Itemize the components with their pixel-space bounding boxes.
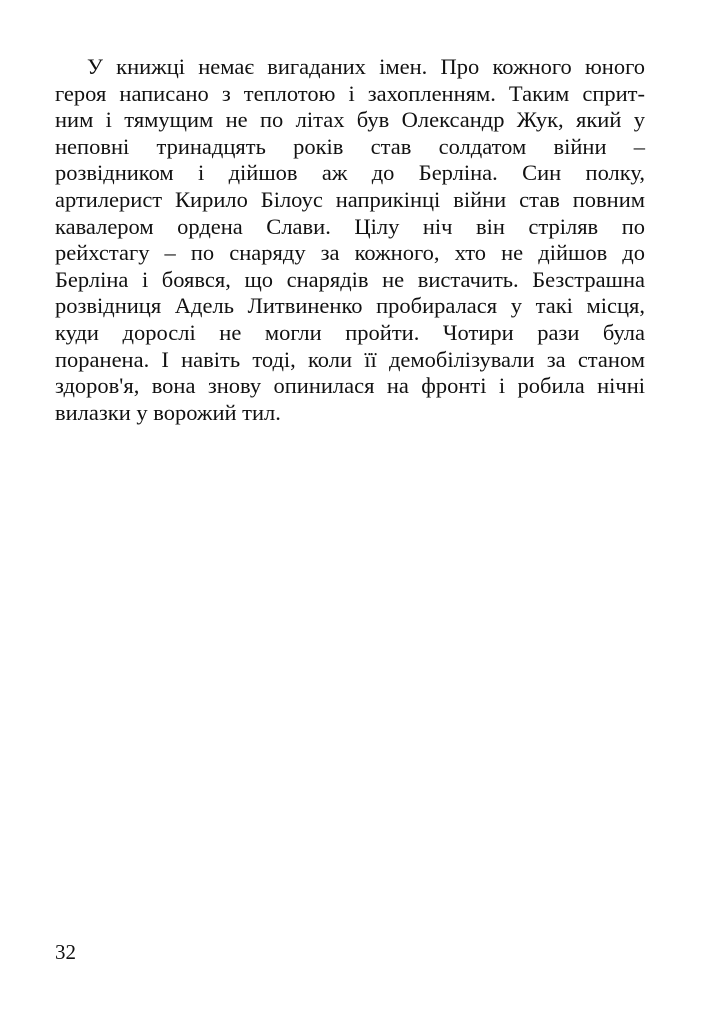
paragraph-line: розвідниця Адель Литвиненко пробиралася у такі місця,	[55, 293, 645, 319]
page-number: 32	[55, 940, 76, 964]
paragraph-line: розвідником і дійшов аж до Берліна. Син полку,	[55, 160, 645, 186]
paragraph-line: поранена. І навіть тоді, коли її демобілізували за станом	[55, 346, 645, 372]
paragraph-line: У книжці немає вигаданих імен. Про кожного юного	[87, 54, 645, 79]
paragraph-line: героя написано з теплотою і захопленням. Таким сприт-	[55, 80, 645, 106]
paragraph-line: рейхстагу – по снаряду за кожного, хто не дійшов до	[55, 240, 645, 266]
paragraph-line: куди дорослі не могли пройти. Чотири рази була	[55, 319, 645, 345]
paragraph-line: неповні тринадцять років став солдатом війни –	[55, 133, 645, 159]
paragraph-line: вилазки у ворожий тил.	[55, 399, 281, 425]
paragraph-line: ним і тямущим не по літах був Олександр Жук, який у	[55, 107, 645, 133]
paragraph-line: артилерист Кирило Білоус наприкінці війни став повним	[55, 186, 645, 212]
body-paragraph	[55, 54, 645, 426]
paragraph-line: кавалером ордена Слави. Цілу ніч він стріляв по	[55, 213, 645, 239]
paragraph-line: здоров'я, вона знову опинилася на фронті і робила нічні	[55, 373, 645, 399]
paragraph-line: Берліна і боявся, що снарядів не вистачить. Безстрашна	[55, 266, 645, 292]
